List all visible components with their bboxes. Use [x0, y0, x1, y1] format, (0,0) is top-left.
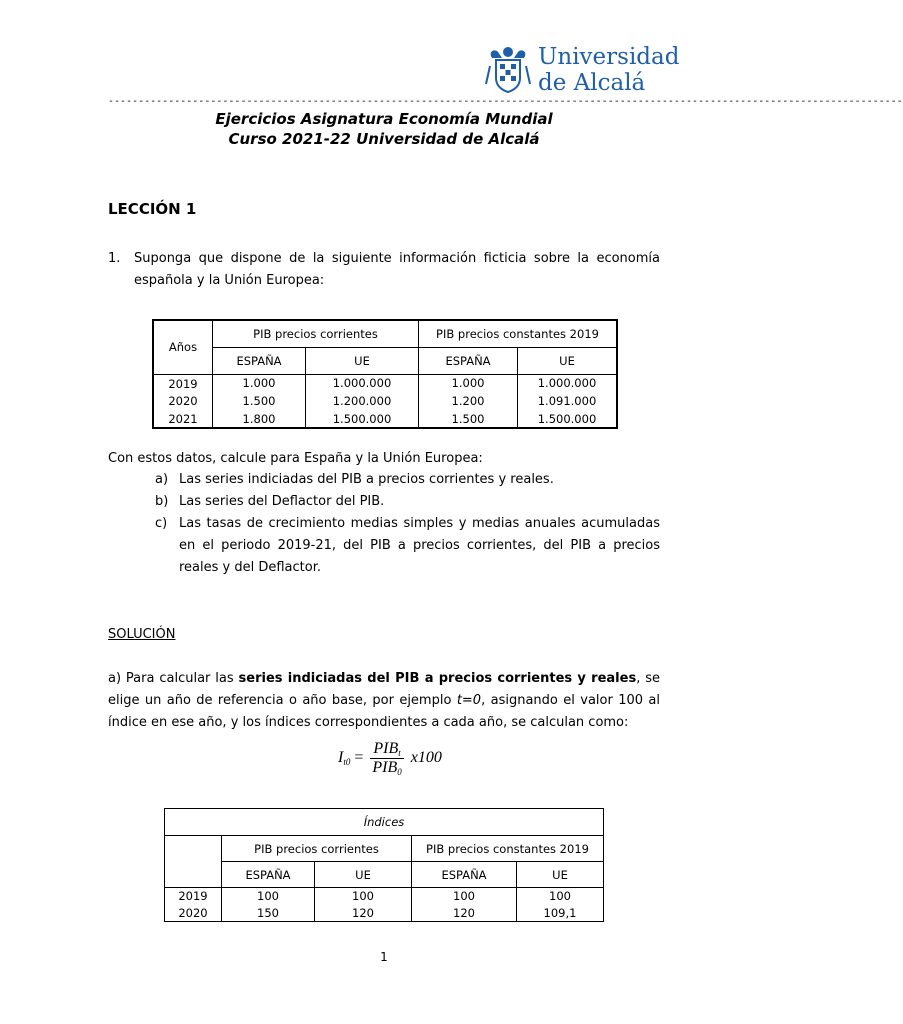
col-years: Años	[153, 320, 213, 374]
table-caption: Índices	[165, 809, 604, 836]
item-label: b)	[155, 494, 169, 509]
table-row	[165, 905, 604, 922]
sub-header: UE	[315, 862, 412, 888]
data-table	[152, 319, 618, 429]
group-constant-prices: PIB precios constantes 2019	[412, 836, 604, 862]
doc-title-line-1: Ejercicios Asignatura Economía Mundial	[215, 110, 553, 128]
cell: 100	[315, 888, 412, 905]
lesson-heading: LECCIÓN 1	[108, 200, 197, 218]
doc-title-line-2: Curso 2021-22 Universidad de Alcalá	[228, 130, 540, 148]
list-item	[155, 513, 660, 579]
question-text: Suponga que dispone de la siguiente información ficticia sobre la economía española y la Unión Europea:	[134, 251, 660, 288]
group-constant-prices: PIB precios constantes 2019	[419, 320, 618, 347]
den-sub: 0	[397, 767, 402, 777]
sol-text-italic: t=0	[456, 693, 482, 708]
item-label: a)	[155, 472, 169, 487]
sol-text-end: , asignando el valor 100 al índice en ese año, y los índices correspondientes a cada año, se calculan como:	[108, 693, 660, 730]
cell: 1.000	[419, 374, 518, 392]
table-row	[153, 410, 617, 428]
cell: 100	[412, 888, 517, 905]
cell: 1.200	[419, 392, 518, 410]
table-row	[165, 888, 604, 905]
question-number: 1.	[108, 251, 121, 266]
cell: 2020	[165, 905, 222, 922]
table-row	[153, 374, 617, 392]
sol-text-mid: , se elige un año de referencia o año base, por ejemplo	[108, 671, 660, 708]
sub-header: UE	[517, 862, 604, 888]
logo-text	[538, 44, 679, 96]
page-number: 1	[380, 950, 388, 964]
cell: 2020	[153, 392, 213, 410]
sub-header: ESPAÑA	[213, 347, 306, 374]
cell: 120	[315, 905, 412, 922]
cell: 1.200.000	[306, 392, 419, 410]
task-list	[155, 469, 660, 579]
item-text: Las tasas de crecimiento medias simples y medias anuales acumuladas en el periodo 2019-21, del PIB a precios corrientes, del PIB a precios reales y del Deflactor.	[179, 516, 660, 575]
tasks-intro: Con estos datos, calcule para España y la Unión Europea:	[108, 451, 483, 466]
num-sub: t	[398, 748, 401, 758]
cell: 1.091.000	[518, 392, 618, 410]
item-text: Las series del Deflactor del PIB.	[179, 494, 385, 509]
cell: 1.500.000	[306, 410, 419, 428]
cell: 1.500	[419, 410, 518, 428]
den-text: PIB	[372, 759, 398, 776]
cell: 2021	[153, 410, 213, 428]
formula-numerator	[370, 740, 403, 759]
cell: 1.500	[213, 392, 306, 410]
crest-icon	[484, 44, 532, 96]
list-item	[155, 491, 660, 513]
university-logo	[484, 44, 680, 96]
cell: 120	[412, 905, 517, 922]
group-current-prices: PIB precios corrientes	[222, 836, 412, 862]
item-label: c)	[155, 516, 168, 531]
cell: 2019	[165, 888, 222, 905]
solution-heading	[108, 624, 660, 646]
cell: 100	[222, 888, 315, 905]
cell: 1.000	[213, 374, 306, 392]
formula-lhs-sub: t0	[343, 757, 351, 768]
logo-line-1: Universidad	[538, 44, 680, 70]
formula-denominator	[370, 759, 403, 777]
table-row	[153, 392, 617, 410]
formula-eq: =	[354, 749, 364, 767]
cell: 1.000.000	[306, 374, 419, 392]
sol-text-start: a) Para calcular las	[108, 671, 239, 686]
sub-header: ESPAÑA	[419, 347, 518, 374]
list-item	[155, 469, 660, 491]
corner-cell	[165, 836, 222, 888]
sub-header: ESPAÑA	[412, 862, 517, 888]
cell: 100	[517, 888, 604, 905]
num-text: PIB	[373, 740, 399, 757]
sub-header: UE	[306, 347, 419, 374]
cell: 109,1	[517, 905, 604, 922]
cell: 1.500.000	[518, 410, 618, 428]
item-text: Las series indiciadas del PIB a precios corrientes y reales.	[179, 472, 554, 487]
logo-line-2: de Alcalá	[538, 70, 646, 96]
cell: 1.800	[213, 410, 306, 428]
cell: 2019	[153, 374, 213, 392]
question-1	[108, 248, 660, 292]
index-formula	[338, 740, 442, 777]
index-table	[164, 808, 604, 922]
formula-tail: x100	[410, 749, 442, 767]
solution-paragraph	[108, 668, 660, 734]
solution-heading-text: SOLUCIÓN	[108, 627, 176, 642]
cell: 150	[222, 905, 315, 922]
sol-text-bold: series indiciadas del PIB a precios corrientes y reales	[238, 671, 637, 686]
sub-header: ESPAÑA	[222, 862, 315, 888]
formula-lhs: I	[338, 749, 344, 767]
sub-header: UE	[518, 347, 618, 374]
formula-fraction	[370, 740, 403, 777]
header-rule: ------------------------------------------------------------------------------------------------------------------------------------	[108, 96, 903, 107]
cell: 1.000.000	[518, 374, 618, 392]
group-current-prices: PIB precios corrientes	[213, 320, 419, 347]
